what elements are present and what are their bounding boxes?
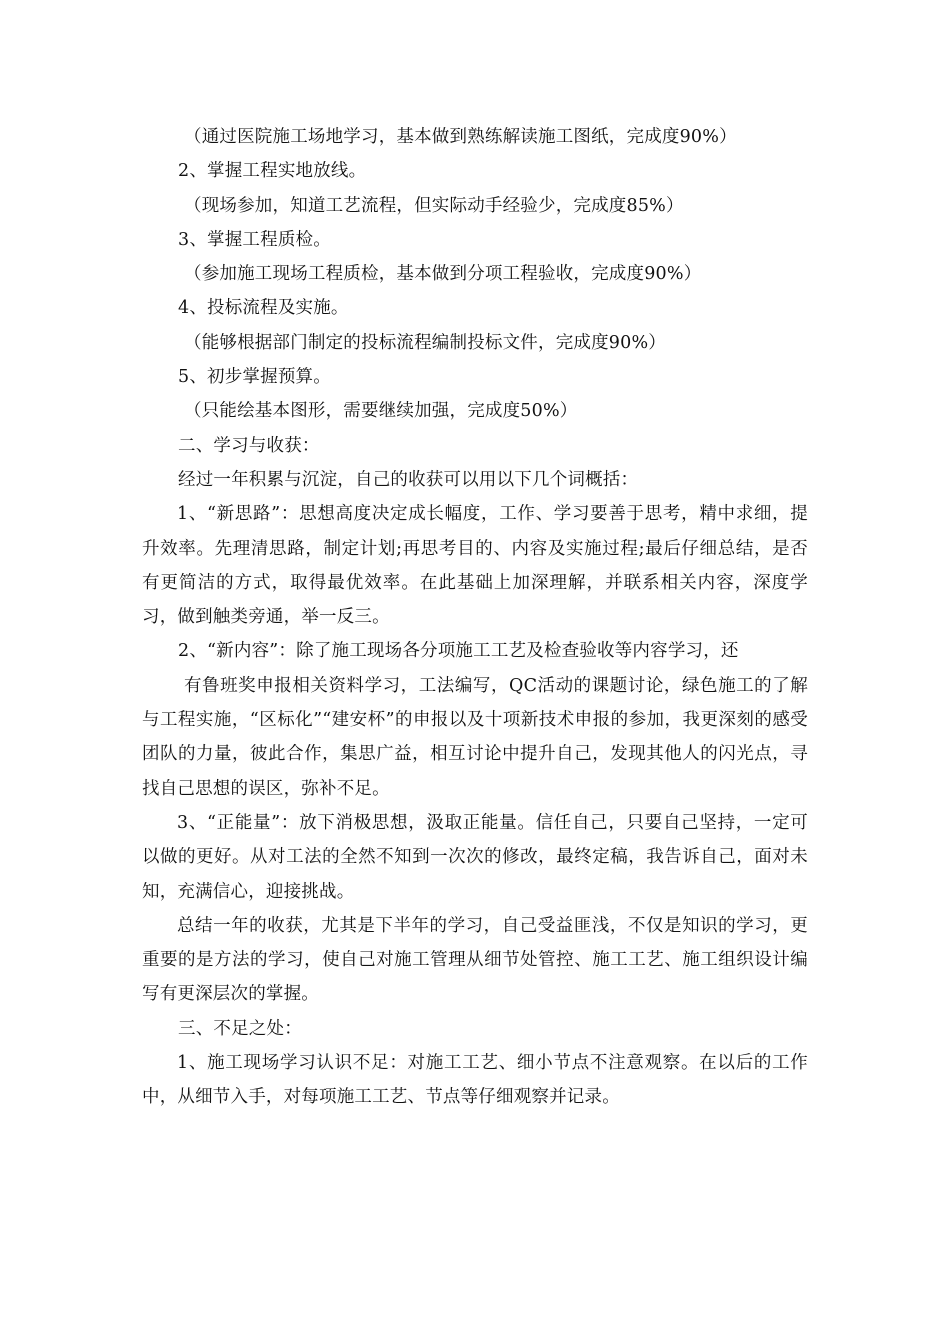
gain-new-content-first-line: 2、“新内容”：除了施工现场各分项施工工艺及检查验收等内容学习，还: [178, 641, 739, 662]
yearly-summary: 总结一年的收获，尤其是下半年的学习，自己受益匪浅，不仅是知识的学习，更重要的是方法的学习，使自己对施工管理从细节处管控、施工工艺、施工组织设计编写有更深层次的掌握。: [142, 915, 808, 1005]
shortfall-1: 1、施工现场学习认识不足：对施工工艺、细小节点不注意观察。在以后的工作中，从细节入手，对每项施工工艺、节点等仔细观察并记录。: [142, 1053, 808, 1108]
gain-new-content-rest: 有鲁班奖申报相关资料学习，工法编写，QC活动的课题讨论，绿色施工的了解与工程实施，“区标化”“建安杯”的申报以及十项新技术申报的参加，我更深刻的感受团队的力量，彼此合作，集思广益，相互讨论中提升自己，发现其他人的闪光点，寻找自己思想的误区，弥补不足。: [142, 675, 808, 799]
gains-intro: 经过一年积累与沉淀，自己的收获可以用以下几个词概括：: [178, 469, 639, 490]
progress-note-5: （只能绘基本图形，需要继续加强，完成度50%）: [184, 401, 578, 422]
section-heading-shortfalls: 三、不足之处：: [178, 1018, 302, 1039]
section-heading-gains: 二、学习与收获：: [178, 435, 320, 456]
progress-note-4: （能够根据部门制定的投标流程编制投标文件，完成度90%）: [184, 332, 666, 353]
progress-note-2: （现场参加，知道工艺流程，但实际动手经验少，完成度85%）: [184, 195, 684, 216]
list-item-2: 2、掌握工程实地放线。: [178, 161, 367, 182]
list-item-4: 4、投标流程及实施。: [178, 298, 349, 319]
list-item-5: 5、初步掌握预算。: [178, 367, 331, 388]
progress-note-1: （通过医院施工场地学习，基本做到熟练解读施工图纸，完成度90%）: [184, 127, 737, 147]
list-item-3: 3、掌握工程质检。: [178, 229, 331, 250]
document-body: [142, 120, 808, 1115]
gain-new-thinking: 1、“新思路”：思想高度决定成长幅度，工作、学习要善于思考，精中求细，提升效率。先理清思路，制定计划;再思考目的、内容及实施过程;最后仔细总结，是否有更简洁的方式，取得最优效率。在此基础上加深理解，并联系相关内容，深度学习，做到触类旁通，举一反三。: [142, 504, 808, 628]
progress-note-3: （参加施工现场工程质检，基本做到分项工程验收，完成度90%）: [184, 264, 702, 285]
gain-positive-energy: 3、“正能量”：放下消极思想，汲取正能量。信任自己，只要自己坚持，一定可以做的更好。从对工法的全然不知到一次次的修改，最终定稿，我告诉自己，面对未知，充满信心，迎接挑战。: [142, 812, 808, 902]
